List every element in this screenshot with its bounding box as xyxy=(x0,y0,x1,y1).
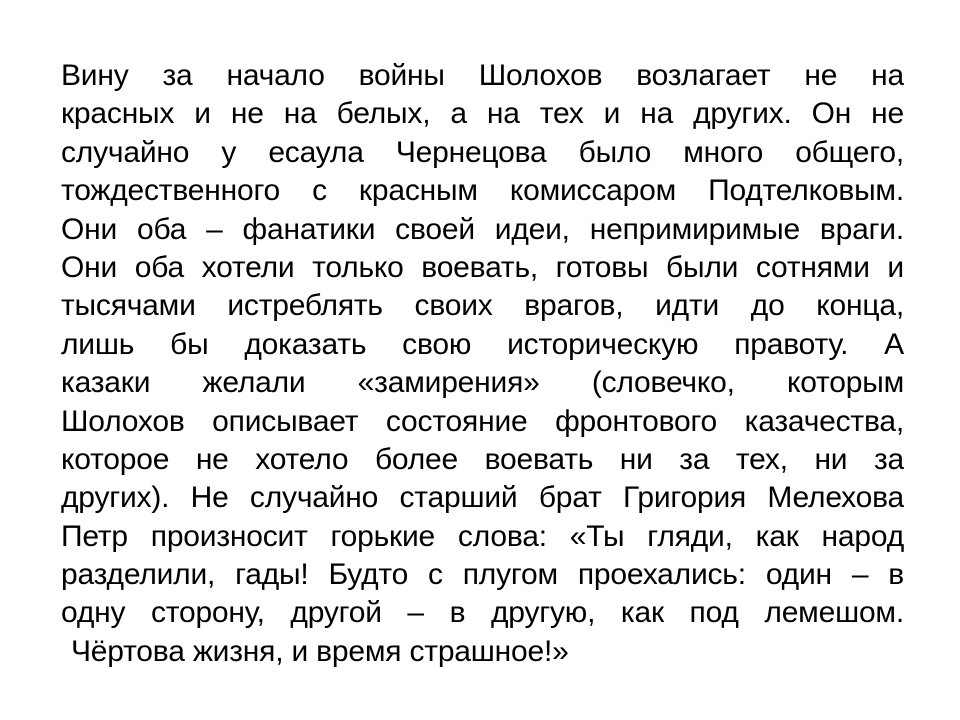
text-line: красных и не на белых, а на тех и на других. Он не xyxy=(61,97,904,131)
text-line: которое не хотело более воевать ни за тех, ни за xyxy=(61,442,904,476)
text-line: Вину за начало войны Шолохов возлагает не на xyxy=(61,59,904,92)
text-line: лишь бы доказать свою историческую правоту. А xyxy=(61,327,904,361)
text-line: тождественного с красным комиссаром Подтелковым. xyxy=(61,174,904,208)
text-line: одну сторону, другой – в другую, как под лемешом. xyxy=(61,596,904,630)
text-line: Петр произносит горькие слова: «Ты гляди, как народ xyxy=(61,519,904,553)
text-line: разделили, гады! Будто с плугом проехались: один – в xyxy=(61,558,904,592)
text-line: Они оба хотели только воевать, готовы были сотнями и xyxy=(61,250,904,284)
text-line: Они оба – фанатики своей идеи, непримиримые враги. xyxy=(61,212,904,246)
text-line: случайно у есаула Чернецова было много общего, xyxy=(61,135,904,169)
text-line: Чёртова жизня, и время страшное!» xyxy=(71,634,569,668)
text-line: Шолохов описывает состояние фронтового казачества, xyxy=(61,404,904,438)
text-line: тысячами истреблять своих врагов, идти до конца, xyxy=(61,289,904,323)
paragraph xyxy=(61,57,904,671)
text-line: других). Не случайно старший брат Григория Мелехова xyxy=(61,481,904,515)
text-line: казаки желали «замирения» (словечко, которым xyxy=(61,366,904,400)
